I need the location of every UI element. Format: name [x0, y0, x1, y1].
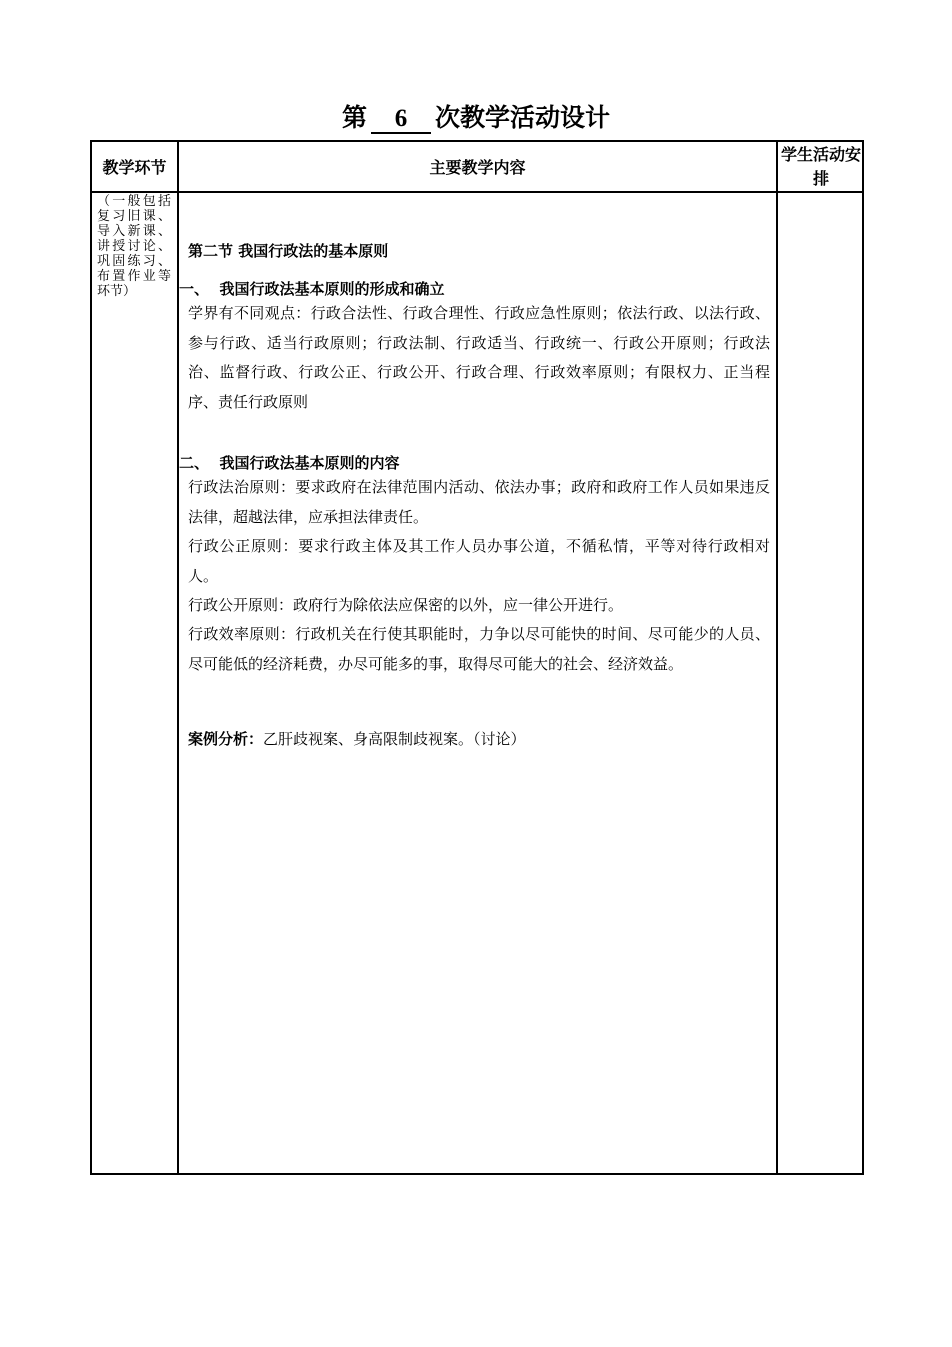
title-prefix: 第: [341, 103, 367, 132]
paragraph-openness: 行政公开原则：政府行为除依法应保密的以外，应一律公开进行。: [188, 596, 624, 614]
title-suffix: 次教学活动设计: [435, 103, 611, 132]
title-number: 6: [371, 106, 431, 134]
paragraph-efficiency: 行政效率原则：行政机关在行使其职能时，力争以尽可能快的时间、尽可能少的人员、尽可能低的经济耗费，办尽可能多的事，取得尽可能大的社会、经济效益。: [188, 625, 770, 673]
page-title: [0, 100, 952, 136]
paragraph-rule-of-law: 行政法治原则：要求政府在法律范围内活动、依法办事；政府和政府工作人员如果违反法律，超越法律，应承担法律责任。: [188, 478, 770, 526]
case-analysis: [188, 728, 526, 749]
paragraph-fairness: 行政公正原则：要求行政主体及其工作人员办事公道，不循私情，平等对待行政相对人。: [188, 537, 770, 585]
case-analysis-label: 案例分析：: [188, 730, 264, 748]
section-title: 第二节 我国行政法的基本原则: [188, 242, 389, 260]
paragraph-viewpoints: 学界有不同观点：行政合法性、行政合理性、行政应急性原则；依法行政、以法行政、参与行政、适当行政原则；行政法制、行政适当、行政统一、行政公开原则；行政法治、监督行政、行政公正、行政公开、行政合理、行政效率原则；有限权力、正当程序、责任行政原则: [188, 304, 770, 411]
teaching-stage-note: （一般包括复习旧课、导入新课、讲授讨论、巩固练习、布置作业等环节）: [97, 194, 171, 299]
heading-contents: 二、 我国行政法基本原则的内容: [179, 454, 400, 472]
header-teaching-stage: 教学环节: [102, 158, 167, 177]
case-analysis-text: 乙肝歧视案、身高限制歧视案。（讨论）: [263, 730, 526, 748]
header-main-content: 主要教学内容: [429, 158, 526, 177]
column-divider-right: [776, 142, 778, 1173]
header-student-activity: 学生活动安排: [780, 144, 861, 188]
heading-formation: 一、 我国行政法基本原则的形成和确立: [179, 280, 445, 298]
lesson-table: [90, 140, 864, 1175]
header-divider: [92, 191, 862, 193]
